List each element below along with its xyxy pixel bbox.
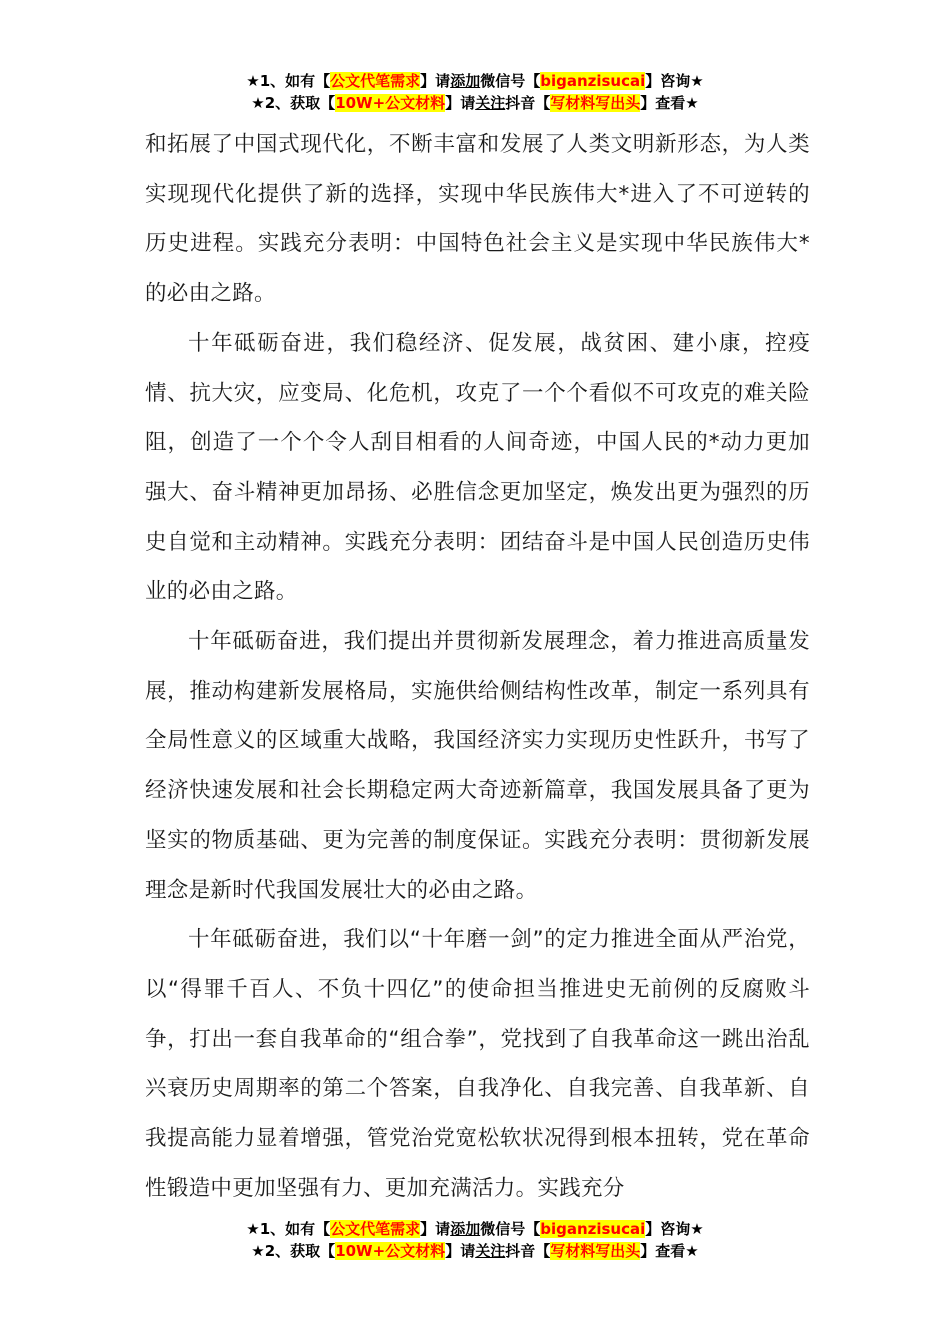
footer-line-2-prefix: ★2、获取【 [251, 1242, 336, 1260]
header-banner [0, 70, 950, 114]
banner-highlight-douyin-account: 写材料写出头 [550, 94, 641, 112]
banner-highlight-materials: 10W+公文材料 [335, 94, 446, 112]
banner-line-2-mid: 】请 [445, 94, 476, 112]
footer-line-2-mid2: 抖音【 [505, 1242, 551, 1260]
footer-line-1-prefix: ★1、如有【 [246, 1220, 331, 1238]
banner-underline-add: 添加 [450, 72, 481, 90]
footer-line-1-mid: 】请 [420, 1220, 451, 1238]
footer-banner-line-2 [0, 1240, 950, 1262]
paragraph-1: 和拓展了中国式现代化，不断丰富和发展了人类文明新形态，为人类实现现代化提供了新的选择，实现中华民族伟大*进入了不可逆转的历史进程。实践充分表明：中国特色社会主义是实现中华民族伟大*的必由之路。 [145, 132, 810, 307]
banner-line-1-mid: 】请 [420, 72, 451, 90]
footer-banner [0, 1218, 950, 1262]
paragraph-3: 十年砥砺奋进，我们提出并贯彻新发展理念，着力推进高质量发展，推动构建新发展格局，实施供给侧结构性改革，制定一系列具有全局性意义的区域重大战略，我国经济实力实现历史性跃升，书写了经济快速发展和社会长期稳定两大奇迹新篇章，我国发展具备了更为坚实的物质基础、更为完善的制度保证。实践充分表明：贯彻新发展理念是新时代我国发展壮大的必由之路。 [145, 629, 810, 903]
paragraph-4: 十年砥砺奋进，我们以“十年磨一剑”的定力推进全面从严治党，以“得罪千百人、不负十四亿”的使命担当推进史无前例的反腐败斗争，打出一套自我革命的“组合拳”，党找到了自我革命这一跳出治乱兴衰历史周期率的第二个答案，自我净化、自我完善、自我革新、自我提高能力显着增强，管党治党宽松软状况得到根本扭转，党在革命性锻造中更加坚强有力、更加充满活力。实践充分 [145, 927, 810, 1201]
footer-banner-line-1 [0, 1218, 950, 1240]
footer-highlight-service: 公文代笔需求 [330, 1220, 421, 1238]
footer-underline-follow: 关注 [475, 1242, 506, 1260]
banner-line-2-suffix: 】查看★ [640, 94, 699, 112]
banner-highlight-service: 公文代笔需求 [330, 72, 421, 90]
banner-line-1-prefix: ★1、如有【 [246, 72, 331, 90]
footer-line-1-suffix: 】咨询★ [645, 1220, 704, 1238]
banner-line-2 [0, 92, 950, 114]
footer-highlight-douyin-account: 写材料写出头 [550, 1242, 641, 1260]
footer-highlight-materials: 10W+公文材料 [335, 1242, 446, 1260]
footer-line-1-mid2: 微信号【 [480, 1220, 541, 1238]
banner-underline-follow: 关注 [475, 94, 506, 112]
banner-line-2-mid2: 抖音【 [505, 94, 551, 112]
footer-underline-add: 添加 [450, 1220, 481, 1238]
footer-highlight-wechat-id: biganzisucai [540, 1220, 646, 1238]
paragraph-2: 十年砥砺奋进，我们稳经济、促发展，战贫困、建小康，控疫情、抗大灾，应变局、化危机，攻克了一个个看似不可攻克的难关险阻，创造了一个个令人刮目相看的人间奇迹，中国人民的*动力更加强大、奋斗精神更加昂扬、必胜信念更加坚定，焕发出更为强烈的历史自觉和主动精神。实践充分表明：团结奋斗是中国人民创造历史伟业的必由之路。 [145, 330, 810, 605]
document-body [145, 120, 810, 1213]
banner-line-1-mid2: 微信号【 [480, 72, 541, 90]
banner-line-2-prefix: ★2、获取【 [251, 94, 336, 112]
banner-line-1 [0, 70, 950, 92]
banner-highlight-wechat-id: biganzisucai [540, 72, 646, 90]
footer-line-2-mid: 】请 [445, 1242, 476, 1260]
footer-line-2-suffix: 】查看★ [640, 1242, 699, 1260]
banner-line-1-suffix: 】咨询★ [645, 72, 704, 90]
